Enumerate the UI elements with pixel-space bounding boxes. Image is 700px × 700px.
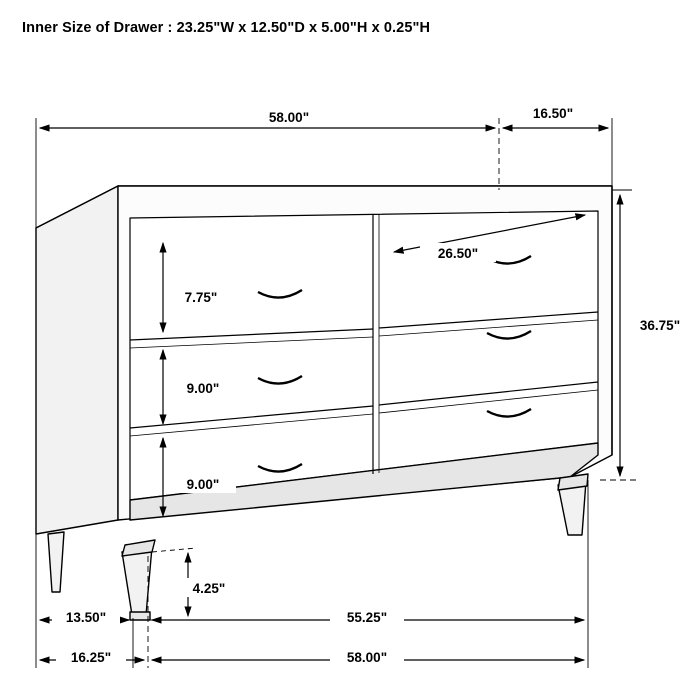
dim-drawer-h3: 9.00" (186, 477, 220, 492)
dim-leg-height: 4.25" (192, 581, 226, 596)
dim-drawer-width: 26.50" (437, 246, 479, 261)
dresser-illustration (36, 186, 612, 620)
dim-top-depth: 16.50" (532, 106, 574, 121)
dim-bottom-width: 58.00" (346, 650, 388, 665)
page-title: Inner Size of Drawer : 23.25"W x 12.50"D x 5.00"H x 0.25"H (22, 20, 431, 36)
dim-drawer-h1: 7.75" (184, 290, 218, 305)
dim-overall-height: 36.75" (639, 318, 681, 333)
dim-base-offset: 16.25" (70, 650, 112, 665)
dim-top-width: 58.00" (268, 110, 310, 125)
leg-back-left (48, 532, 64, 592)
dresser-left-panel (36, 186, 118, 534)
dim-leg-offset: 13.50" (65, 610, 107, 625)
dim-drawer-h2: 9.00" (186, 381, 220, 396)
leg-front-left (122, 547, 152, 615)
dim-base-front: 55.25" (346, 610, 388, 625)
ext-line-leg-top (152, 548, 196, 552)
